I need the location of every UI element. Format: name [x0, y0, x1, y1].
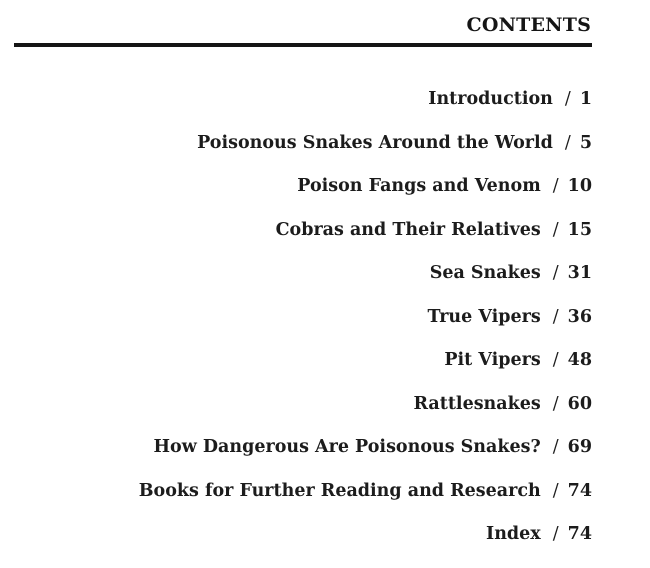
- toc-entry-rattlesnakes: [139, 394, 592, 438]
- toc-entry-introduction: [139, 89, 592, 133]
- page-title: CONTENTS: [466, 14, 591, 36]
- toc-entry-title: Sea Snakes: [429, 263, 541, 283]
- toc-separator: /: [552, 480, 559, 501]
- toc-entry-title: Poisonous Snakes Around the World: [197, 132, 553, 153]
- toc-entry-title: Rattlesnakes: [413, 393, 541, 414]
- toc-entry-cobras-and-their-relatives: [139, 220, 592, 264]
- toc-entry-books-for-further-reading: [139, 481, 592, 525]
- table-of-contents: [139, 89, 592, 568]
- toc-entry-how-dangerous: [139, 437, 592, 481]
- toc-entry-page: 10: [567, 176, 592, 196]
- toc-separator: /: [552, 350, 559, 370]
- toc-entry-page: 69: [567, 437, 592, 457]
- toc-entry-page: 74: [567, 524, 592, 544]
- toc-separator: /: [552, 393, 559, 414]
- toc-entry-page: 31: [567, 263, 592, 283]
- toc-entry-sea-snakes: [139, 263, 592, 307]
- toc-entry-title: Pit Vipers: [444, 350, 541, 370]
- toc-separator: /: [552, 524, 559, 544]
- toc-entry-poison-fangs-and-venom: [139, 176, 592, 220]
- toc-separator: /: [564, 89, 571, 109]
- toc-entry-poisonous-snakes-around-the-world: [139, 133, 592, 177]
- toc-entry-page: 5: [579, 132, 592, 153]
- toc-entry-title: How Dangerous Are Poisonous Snakes?: [153, 437, 541, 457]
- toc-entry-title: Books for Further Reading and Research: [138, 480, 541, 501]
- toc-entry-title: Cobras and Their Relatives: [275, 219, 541, 240]
- toc-entry-page: 48: [567, 350, 592, 370]
- toc-entry-page: 36: [567, 306, 592, 327]
- toc-entry-true-vipers: [139, 307, 592, 351]
- toc-separator: /: [552, 306, 559, 327]
- toc-separator: /: [564, 132, 571, 153]
- toc-entry-page: 74: [567, 480, 592, 501]
- toc-separator: /: [552, 219, 559, 240]
- toc-entry-page: 1: [579, 89, 592, 109]
- toc-entry-title: Introduction: [428, 89, 553, 109]
- toc-separator: /: [552, 263, 559, 283]
- toc-entry-title: Index: [486, 524, 541, 544]
- toc-entry-pit-vipers: [139, 350, 592, 394]
- toc-entry-page: 60: [567, 393, 592, 414]
- toc-entry-title: True Vipers: [427, 306, 541, 327]
- toc-entry-page: 15: [567, 219, 592, 240]
- toc-separator: /: [552, 176, 559, 196]
- toc-entry-title: Poison Fangs and Venom: [297, 176, 541, 196]
- heading-rule: [14, 43, 592, 47]
- toc-separator: /: [552, 437, 559, 457]
- toc-entry-index: [139, 524, 592, 568]
